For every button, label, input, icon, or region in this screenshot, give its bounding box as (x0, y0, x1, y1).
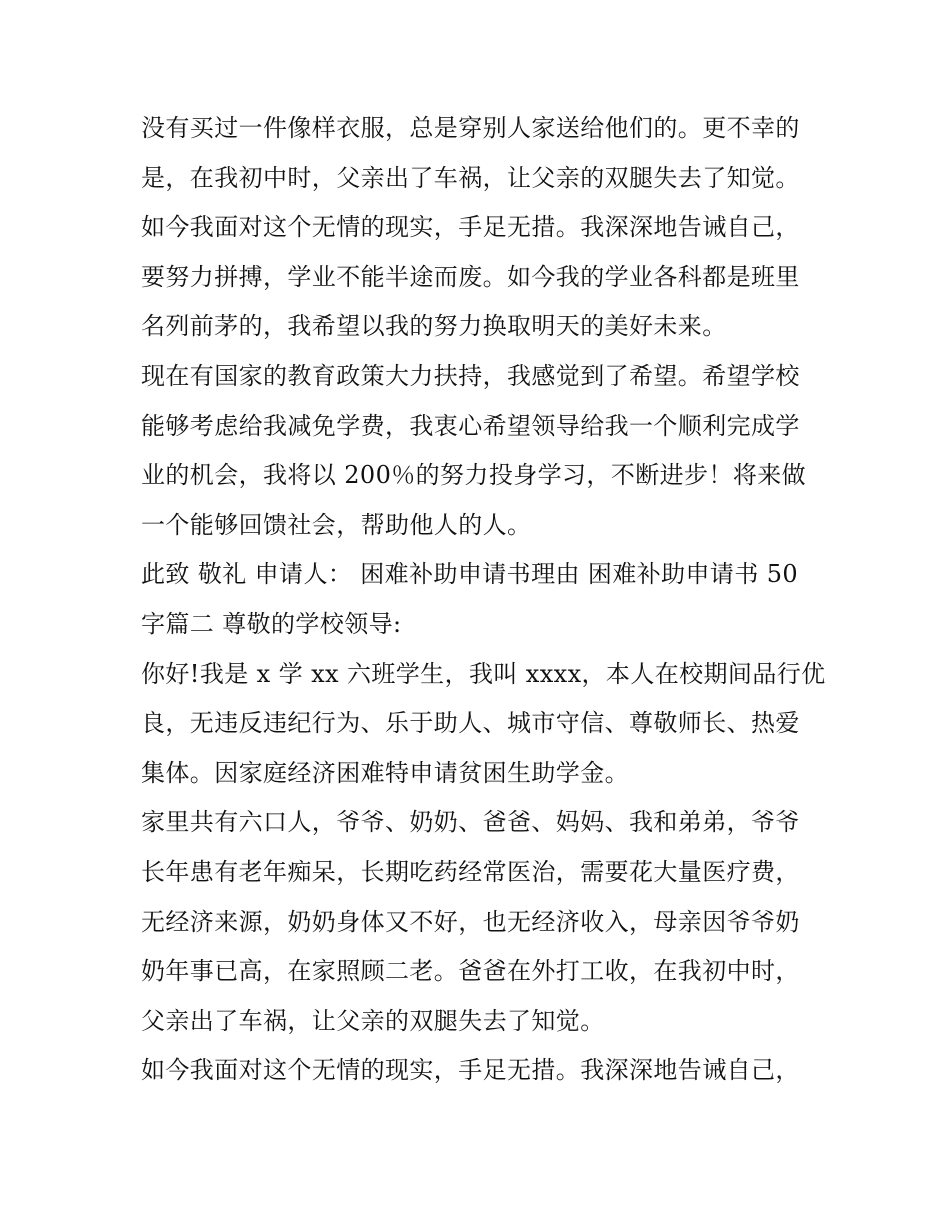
text-line: 良，无违反违纪行为、乐于助人、城市守信、尊敬师长、热爱 (141, 709, 800, 738)
text-line: 如今我面对这个无情的现实，手足无措。我深深地告诫自己， (141, 213, 800, 242)
text-line: 如今我面对这个无情的现实，手足无措。我深深地告诫自己， (141, 1056, 800, 1085)
text-line: 能够考虑给我减免学费，我衷心希望领导给我一个顺利完成学 (141, 411, 800, 440)
text-line: 要努力拼搏，学业不能半途而废。如今我的学业各科都是班里 (141, 262, 800, 291)
text-line: 是，在我初中时，父亲出了车祸，让父亲的双腿失去了知觉。 (141, 163, 800, 192)
text-line: 现在有国家的教育政策大力扶持，我感觉到了希望。希望学校 (141, 361, 800, 390)
text-line: 业的机会，我将以 200％的努力投身学习，不断进步！将来做 (141, 461, 807, 490)
text-line: 奶年事已高，在家照顾二老。爸爸在外打工收，在我初中时， (141, 957, 800, 986)
text-line: 字篇二 尊敬的学校领导: (141, 609, 402, 638)
text-line: 一个能够回馈社会，帮助他人的人。 (141, 510, 532, 539)
text-line: 无经济来源，奶奶身体又不好，也无经济收入，母亲因爷爷奶 (141, 907, 800, 936)
text-line: 名列前茅的，我希望以我的努力换取明天的美好未来。 (141, 312, 727, 341)
text-line: 父亲出了车祸，让父亲的双腿失去了知觉。 (141, 1006, 605, 1035)
text-line: 此致 敬礼 申请人： 困难补助申请书理由 困难补助申请书 50 (141, 560, 799, 589)
text-line: 你好!我是 x 学 xx 六班学生，我叫 xxxx，本人在校期间品行优 (141, 659, 826, 688)
text-line: 集体。因家庭经济困难特申请贫困生助学金。 (141, 758, 629, 787)
text-line: 没有买过一件像样衣服，总是穿别人家送给他们的。更不幸的 (141, 114, 800, 142)
text-line: 家里共有六口人，爷爷、奶奶、爸爸、妈妈、我和弟弟，爷爷 (141, 808, 800, 837)
document-body (141, 104, 826, 1096)
text-line: 长年患有老年痴呆，长期吃药经常医治，需要花大量医疗费， (141, 857, 800, 886)
